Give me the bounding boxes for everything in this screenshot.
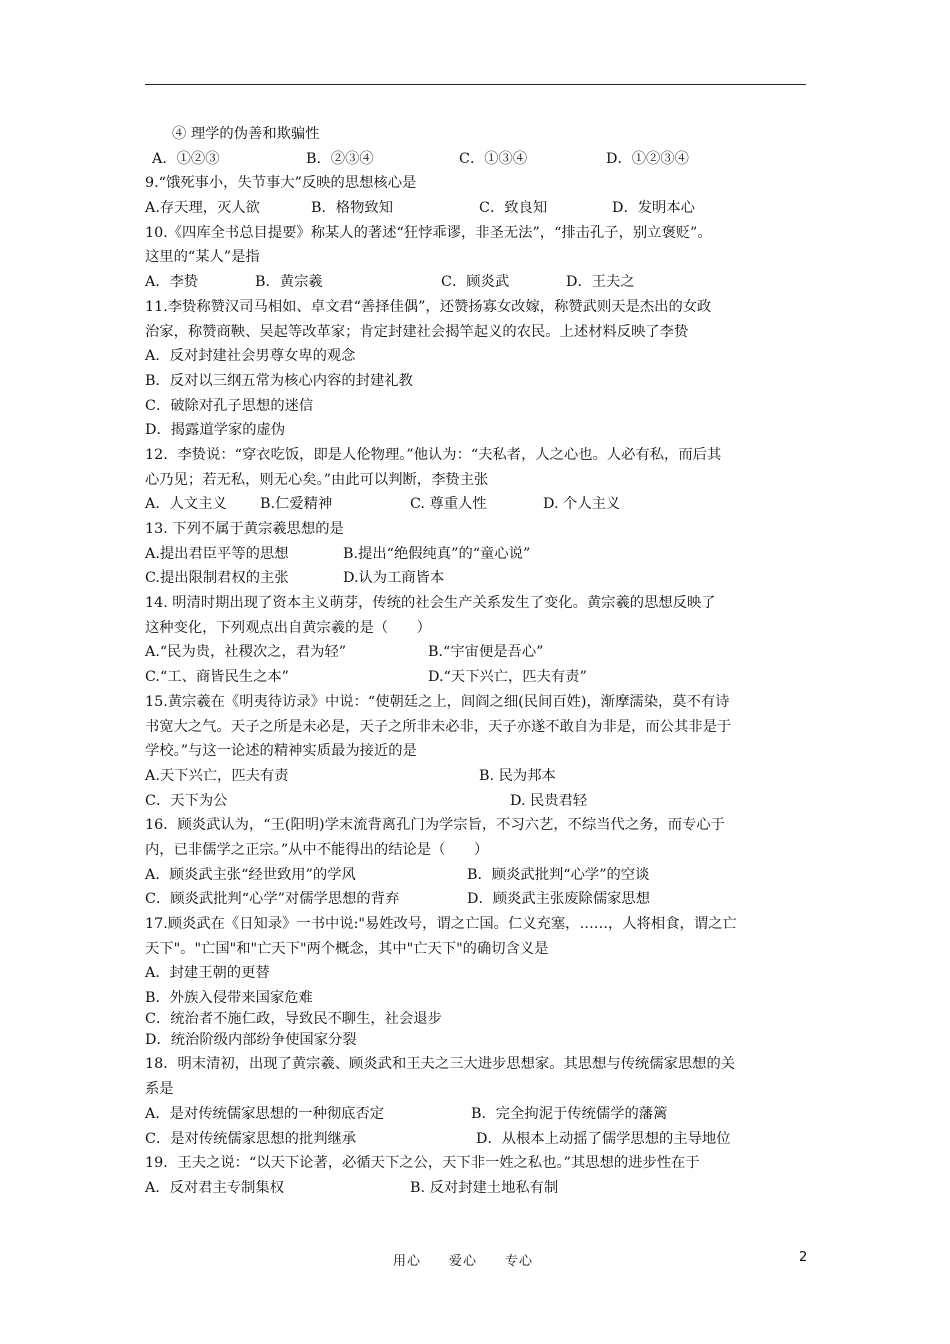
q17-stem-1: 17.顾炎武在《日知录》一书中说:"易姓改号，谓之亡国。仁义充塞，……，人将相食，谓之亡 xyxy=(145,916,737,932)
q19-options xyxy=(145,1176,815,1201)
q12-option-b: B.仁爱精神 xyxy=(260,496,333,513)
q15-option-c: C．天下为公 xyxy=(145,792,228,809)
q18-options-1 xyxy=(145,1102,815,1127)
header-rule xyxy=(145,84,806,85)
q9-option-a: A.存天理，灭人欲 xyxy=(145,200,260,217)
page-content xyxy=(145,122,815,1201)
q10-option-d: D．王夫之 xyxy=(566,274,635,291)
q10-stem-2: 这里的“某人”是指 xyxy=(145,249,260,266)
q14-option-a: A.“民为贵，社稷次之，君为轻” xyxy=(145,644,347,661)
q13-option-c: C.提出限制君权的主张 xyxy=(145,570,289,587)
q15-options-1 xyxy=(145,764,815,789)
q9-option-b: B．格物致知 xyxy=(311,200,393,217)
q11-stem-1: 11.李贽称赞汉司马相如、卓文君“善择佳偶”，还赞扬寡女改嫁，称赞武则天是杰出的女政 xyxy=(145,298,712,315)
q12-option-a: A．人文主义 xyxy=(145,496,227,513)
q18-stem-1: 18．明末清初，出现了黄宗羲、顾炎武和王夫之三大进步思想家。其思想与传统儒家思想的关 xyxy=(145,1056,736,1073)
q16-stem-1: 16．顾炎武认为，“王(阳明)学末流背离孔门为学宗旨，不习六艺，不综当代之务，而专心于 xyxy=(145,817,725,834)
q16-stem-2: 内，已非儒学之正宗。”从中不能得出的结论是（ ） xyxy=(145,841,489,858)
q8-options xyxy=(145,147,815,172)
q18-option-c: C．是对传统儒家思想的批判继承 xyxy=(145,1130,357,1147)
q13-option-a: A.提出君臣平等的思想 xyxy=(145,545,289,562)
option-line-4: ④ 理学的伪善和欺骗性 xyxy=(172,126,320,142)
q8-option-a: A．①②③ xyxy=(152,150,220,167)
q18-option-b: B．完全拘泥于传统儒学的藩篱 xyxy=(471,1105,668,1122)
q16-option-c: C．顾炎武批判“心学”对儒学思想的背弃 xyxy=(145,891,400,908)
q16-option-a: A．顾炎武主张“经世致用”的学风 xyxy=(145,866,356,883)
q10-option-a: A．李贽 xyxy=(145,274,199,291)
q14-option-c: C.“工、商皆民生之本” xyxy=(145,669,289,686)
q15-stem-2: 书宽大之气。天子之所是未必是，天子之所非未必非，天子亦遂不敢自为非是，而公其非是于 xyxy=(145,718,732,735)
q15-option-d: D. 民贵君轻 xyxy=(510,792,588,809)
q11-option-a: A．反对封建社会男尊女卑的观念 xyxy=(145,348,356,365)
q16-options-1 xyxy=(145,863,815,888)
q15-stem-3: 学校。”与这一论述的精神实质最为接近的是 xyxy=(145,743,417,760)
q14-options-2 xyxy=(145,665,815,690)
q17-option-d: D．统治阶级内部纷争使国家分裂 xyxy=(145,1031,357,1048)
footer-motto: 用心 爱心 专心 xyxy=(393,1254,534,1269)
page-number: 2 xyxy=(799,1250,808,1265)
q18-options-2 xyxy=(145,1127,815,1152)
q17-stem-2: 天下"。"亡国"和"亡天下"两个概念，其中"亡天下"的确切含义是 xyxy=(145,940,549,957)
q11-stem-2: 治家，称赞商鞅、吴起等改革家；肯定封建社会揭竿起义的农民。上述材料反映了李贽 xyxy=(145,323,689,340)
q13-stem: 13. 下列不属于黄宗羲思想的是 xyxy=(145,521,344,537)
q9-stem: 9.“饿死事小，失节事大”反映的思想核心是 xyxy=(145,175,417,192)
q11-option-d: D．揭露道学家的虚伪 xyxy=(145,422,286,439)
q14-stem-1: 14. 明清时期出现了资本主义萌芽，传统的社会生产关系发生了变化。黄宗羲的思想反映了 xyxy=(145,595,716,612)
q15-option-a: A.天下兴亡，匹夫有责 xyxy=(145,767,289,784)
q17-option-c: C．统治者不施仁政，导致民不聊生，社会退步 xyxy=(145,1010,442,1027)
q14-option-d: D.“天下兴亡，匹夫有责” xyxy=(428,669,587,686)
q11-option-b: B．反对以三纲五常为核心内容的封建礼教 xyxy=(145,372,413,389)
q12-option-d: D. 个人主义 xyxy=(543,496,621,513)
q18-option-d: D．从根本上动摇了儒学思想的主导地位 xyxy=(476,1130,731,1147)
q8-option-c: C．①③④ xyxy=(459,150,528,167)
q13-options-1 xyxy=(145,542,815,567)
q13-option-b: B.提出“绝假纯真”的“童心说” xyxy=(343,545,531,562)
q14-stem-2: 这种变化，下列观点出自黄宗羲的是（ ） xyxy=(145,619,431,636)
q17-option-a: A．封建王朝的更替 xyxy=(145,965,270,982)
q9-options xyxy=(145,196,815,221)
q15-option-b: B. 民为邦本 xyxy=(479,767,556,784)
q19-option-b: B. 反对封建土地私有制 xyxy=(410,1179,559,1196)
q18-option-a: A．是对传统儒家思想的一种彻底否定 xyxy=(145,1105,385,1122)
q12-stem-1: 12．李贽说：“穿衣吃饭，即是人伦物理。”他认为：“夫私者，人之心也。人必有私，而后其 xyxy=(145,446,722,463)
q12-stem-2: 心乃见；若无私，则无心矣。”由此可以判断，李贽主张 xyxy=(145,471,489,488)
q15-stem-1: 15.黄宗羲在《明夷待访录》中说：“使朝廷之上，闾阎之细(民间百姓)，渐摩濡染，莫不有诗 xyxy=(145,693,730,710)
q16-option-d: D．顾炎武主张废除儒家思想 xyxy=(467,891,651,908)
q16-options-2 xyxy=(145,887,815,912)
q9-option-c: C．致良知 xyxy=(479,200,548,217)
q12-options xyxy=(145,492,815,517)
q8-option-d: D．①②③④ xyxy=(606,150,689,167)
q10-option-c: C．顾炎武 xyxy=(441,274,510,291)
q14-option-b: B.“宇宙便是吾心” xyxy=(428,644,544,661)
q13-option-d: D.认为工商皆本 xyxy=(343,570,445,587)
q18-stem-2: 系是 xyxy=(145,1081,174,1098)
q19-stem: 19．王夫之说：“以天下论著，必循天下之公，天下非一姓之私也。”其思想的进步性在于 xyxy=(145,1155,700,1172)
q9-option-d: D．发明本心 xyxy=(612,200,695,217)
q19-option-a: A．反对君主专制集权 xyxy=(145,1179,284,1196)
q13-options-2 xyxy=(145,566,815,591)
q10-option-b: B．黄宗羲 xyxy=(255,274,323,291)
q15-options-2 xyxy=(145,789,815,814)
q10-stem-1: 10.《四库全书总目提要》称某人的著述“狂悖乖谬，非圣无法”，“排击孔子，别立褒贬”。 xyxy=(145,224,712,241)
q12-option-c: C. 尊重人性 xyxy=(410,496,487,513)
q11-option-c: C．破除对孔子思想的迷信 xyxy=(145,397,314,414)
q16-option-b: B．顾炎武批判“心学”的空谈 xyxy=(467,866,650,883)
q8-option-b: B．②③④ xyxy=(306,150,374,167)
q17-option-b: B．外族入侵带来国家危难 xyxy=(145,990,313,1007)
q10-options xyxy=(145,270,815,295)
q14-options-1 xyxy=(145,640,815,665)
